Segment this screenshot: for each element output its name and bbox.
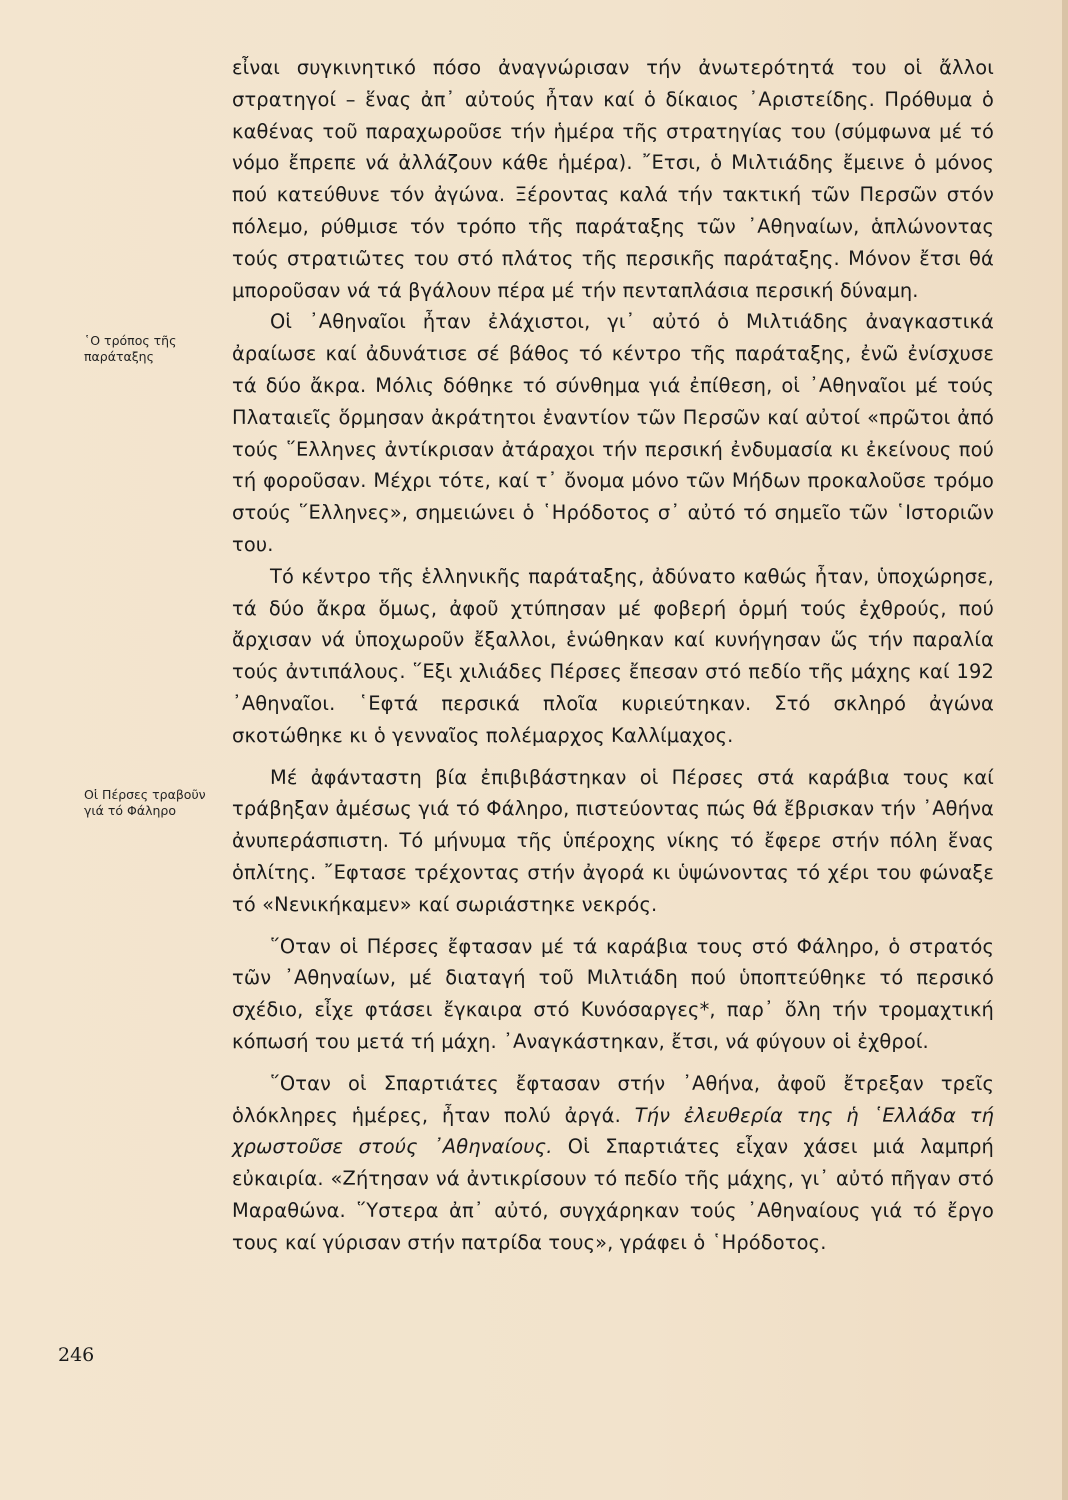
paragraph-6-start: ῞Οταν οἱ Σπαρτιάτες ἔφτασαν στήν ᾽Αθήνα, ἀφοῦ ἔτρεξαν τρεῖς ὁλόκληρες ἡμέρες, ἦταν πολύ ἀργά. — [232, 1071, 994, 1127]
body-text — [232, 52, 994, 1258]
margin-note-battle-formation: ῾Ο τρόπος τῆς παράταξης — [84, 333, 177, 364]
paragraph-4: Μέ ἀφάνταστη βία ἐπιβιβάστηκαν οἱ Πέρσες στά καράβια τους καί τράβηξαν ἀμέσως γιά τό Φάληρο, πιστεύοντας πώς θά ἔβρισκαν τήν ᾽Αθήνα ἀνυπεράσπιστη. Τό μήνυμα τῆς ὑπέροχης νίκης τό ἔφερε στήν πόλη ἕνας ὁπλίτης. ῎Εφτασε τρέχοντας στήν ἀγορά κι ὑψώνοντας τό χέρι του φώναξε τό «Νενικήκαμεν» καί σωριάστηκε νεκρός. — [232, 765, 994, 916]
paragraph-6 — [232, 1068, 994, 1259]
paragraph-5: ῞Οταν οἱ Πέρσες ἔφτασαν μέ τά καράβια τους στό Φάληρο, ὁ στρατός τῶν ᾽Αθηναίων, μέ διαταγή τοῦ Μιλτιάδη πού ὑποπτεύθηκε τό περσικό σχέδιο, εἶχε φτάσει ἔγκαιρα στό Κυνόσαργες*, παρ᾽ ὅλη τήν τρομαχτική κόπωσή του μετά τή μάχη. ᾽Αναγκάστηκαν, ἔτσι, νά φύγουν οἱ ἐχθροί. — [232, 934, 994, 1053]
paragraph-6-italic: Τήν ἐλευθερία της ἡ ῾Ελλάδα τή χρωστοῦσε στούς ᾽Αθηναίους. — [232, 1103, 994, 1159]
page-number: 246 — [58, 1344, 95, 1366]
paragraph-6-end: Οἱ Σπαρτιάτες εἶχαν χάσει μιά λαμπρή εὐκαιρία. «Ζήτησαν νά ἀντικρίσουν τό πεδίο τῆς μάχης, γι᾽ αὐτό πῆγαν στό Μαραθώνα. ῞Υστερα ἀπ᾽ αὐτό, συγχάρηκαν τούς ᾽Αθηναίους γιά τό ἔργο τους καί γύρισαν στήν πατρίδα τους», γράφει ὁ ῾Ηρόδοτος. — [232, 1135, 994, 1254]
margin-note-persians-to-phaleron: Οἱ Πέρσες τραβοῦν γιά τό Φάληρο — [84, 787, 206, 818]
page-edge — [1062, 0, 1068, 1500]
paragraph-1: εἶναι συγκινητικό πόσο ἀναγνώρισαν τήν ἀνωτερότητά του οἱ ἄλλοι στρατηγοί – ἕνας ἀπ᾽ αὐτούς ἦταν καί ὁ δίκαιος ᾽Αριστείδης. Πρόθυμα ὁ καθένας τοῦ παραχωροῦσε τήν ἡμέρα τῆς στρατηγίας του (σύμφωνα μέ τό νόμο ἔπρεπε νά ἀλλάζουν κάθε ἡμέρα). ῎Ετσι, ὁ Μιλτιάδης ἔμεινε ὁ μόνος πού κατεύθυνε τόν ἀγώνα. Ξέροντας καλά τήν τακτική τῶν Περσῶν στόν πόλεμο, ρύθμισε τόν τρόπο τῆς παράταξης τῶν ᾽Αθηναίων, ἁπλώνοντας τούς στρατιῶτες του στό πλάτος τῆς περσικῆς παράταξης. Μόνον ἔτσι θά μποροῦσαν νά τά βγάλουν πέρα μέ τήν πενταπλάσια περσική δύναμη. — [232, 56, 994, 302]
paragraph-2: Οἱ ᾽Αθηναῖοι ἦταν ἐλάχιστοι, γι᾽ αὐτό ὁ Μιλτιάδης ἀναγκαστικά ἀραίωσε καί ἀδυνάτισε σέ βάθος τό κέντρο τῆς παράταξης, ἐνῶ ἐνίσχυσε τά δύο ἄκρα. Μόλις δόθηκε τό σύνθημα γιά ἐπίθεση, οἱ ᾽Αθηναῖοι μέ τούς Πλαταιεῖς ὅρμησαν ἀκράτητοι ἐναντίον τῶν Περσῶν καί αὐτοί «πρῶτοι ἀπό τούς ῞Ελληνες ἀντίκρισαν ἀτάραχοι τήν περσική ἐνδυμασία κι ἐκείνους πού τή φοροῦσαν. Μέχρι τότε, καί τ᾽ ὄνομα μόνο τῶν Μήδων προκαλοῦσε τρόμο στούς ῞Ελληνες», σημειώνει ὁ ῾Ηρόδοτος σ᾽ αὐτό τό σημεῖο τῶν ῾Ιστοριῶν του. — [232, 310, 994, 556]
paragraph-3: Τό κέντρο τῆς ἑλληνικῆς παράταξης, ἀδύνατο καθώς ἦταν, ὑποχώρησε, τά δύο ἄκρα ὅμως, ἀφοῦ χτύπησαν μέ φοβερή ὁρμή τούς ἐχθρούς, πού ἄρχισαν νά ὑποχωροῦν ἔξαλλοι, ἑνώθηκαν καί κυνήγησαν ὥς τήν παραλία τούς ἀντιπάλους. ῞Εξι χιλιάδες Πέρσες ἔπεσαν στό πεδίο τῆς μάχης καί 192 ᾽Αθηναῖοι. ῾Εφτά περσικά πλοῖα κυριεύτηκαν. Στό σκληρό ἀγώνα σκοτώθηκε κι ὁ γενναῖος πολέμαρχος Καλλίμαχος. — [232, 564, 994, 747]
